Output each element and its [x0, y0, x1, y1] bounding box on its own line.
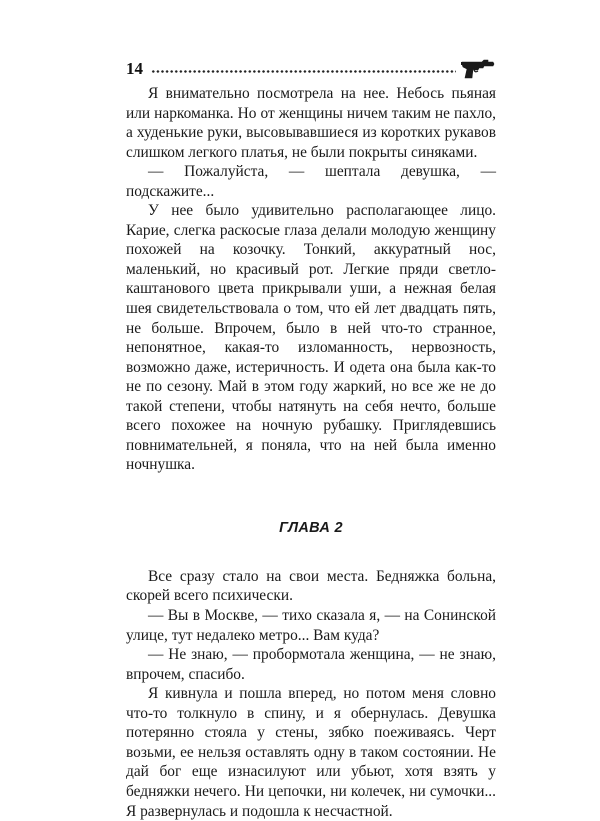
paragraph: У нее было удивительно располагающее лицо. Карие, слегка раскосые глаза делали молодую женщину похожей на козочку. Тонкий, аккуратный нос, маленький, но красивый рот. Легкие пряди светло-каштанового цвета прикрывали уши, а нежная белая шея свидетельствовала о том, что ей лет двадцать пять, не больше. Впрочем, было в ней что-то странное, непонятное, какая-то изломанность, нервозность, возможно даже, истеричность. И одета она была как-то не по сезону. Май в этом году жаркий, но все же не до такой степени, чтобы натянуть на себя нечто, больше всего похожее на ночную рубашку. Приглядевшись повнимательней, я поняла, что на ней была именно ночнушка. — [126, 202, 496, 474]
chapter-title: ГЛАВА 2 — [279, 519, 343, 536]
paragraph: Все сразу стало на свои места. Бедняжка больна, скорей всего психически. — [126, 567, 496, 605]
spacer — [126, 475, 496, 513]
page-header — [126, 56, 496, 84]
paragraph: — Вы в Москве, — тихо сказала я, — на Сонинской улице, тут недалеко метро... Вам куда? — [126, 607, 496, 644]
header-dotted-rule — [151, 70, 456, 73]
paragraph: Я кивнула и пошла вперед, но потом меня словно что-то толкнуло в спину, и я обернулась. Девушка потерянно стояла у стены, зябко поеживаясь. Черт возьми, ее нельзя оставлять одну в таком состоянии. Не дай бог еще изнасилуют или убьют, хотя взять у бедняжки нечего. Ни цепочки, ни колечек, ни сумочки... Я развернулась и подошла к несчастной. — [126, 685, 496, 820]
paragraph: — Пожалуйста, — шептала девушка, — подскажите... — [126, 163, 496, 200]
paragraph: — Не знаю, — пробормотала женщина, — не знаю, впрочем, спасибо. — [126, 646, 496, 683]
spacer — [126, 543, 496, 567]
revolver-icon — [460, 58, 496, 80]
paragraph: Я внимательно посмотрела на нее. Небось пьяная или наркоманка. Но от женщины ничем таким не пахло, а худенькие руки, высовывавшиеся из коротких рукавов слишком легкого платья, не были покрыты синяками. — [126, 85, 496, 161]
page-number: 14 — [126, 59, 143, 78]
body-text — [126, 84, 496, 821]
